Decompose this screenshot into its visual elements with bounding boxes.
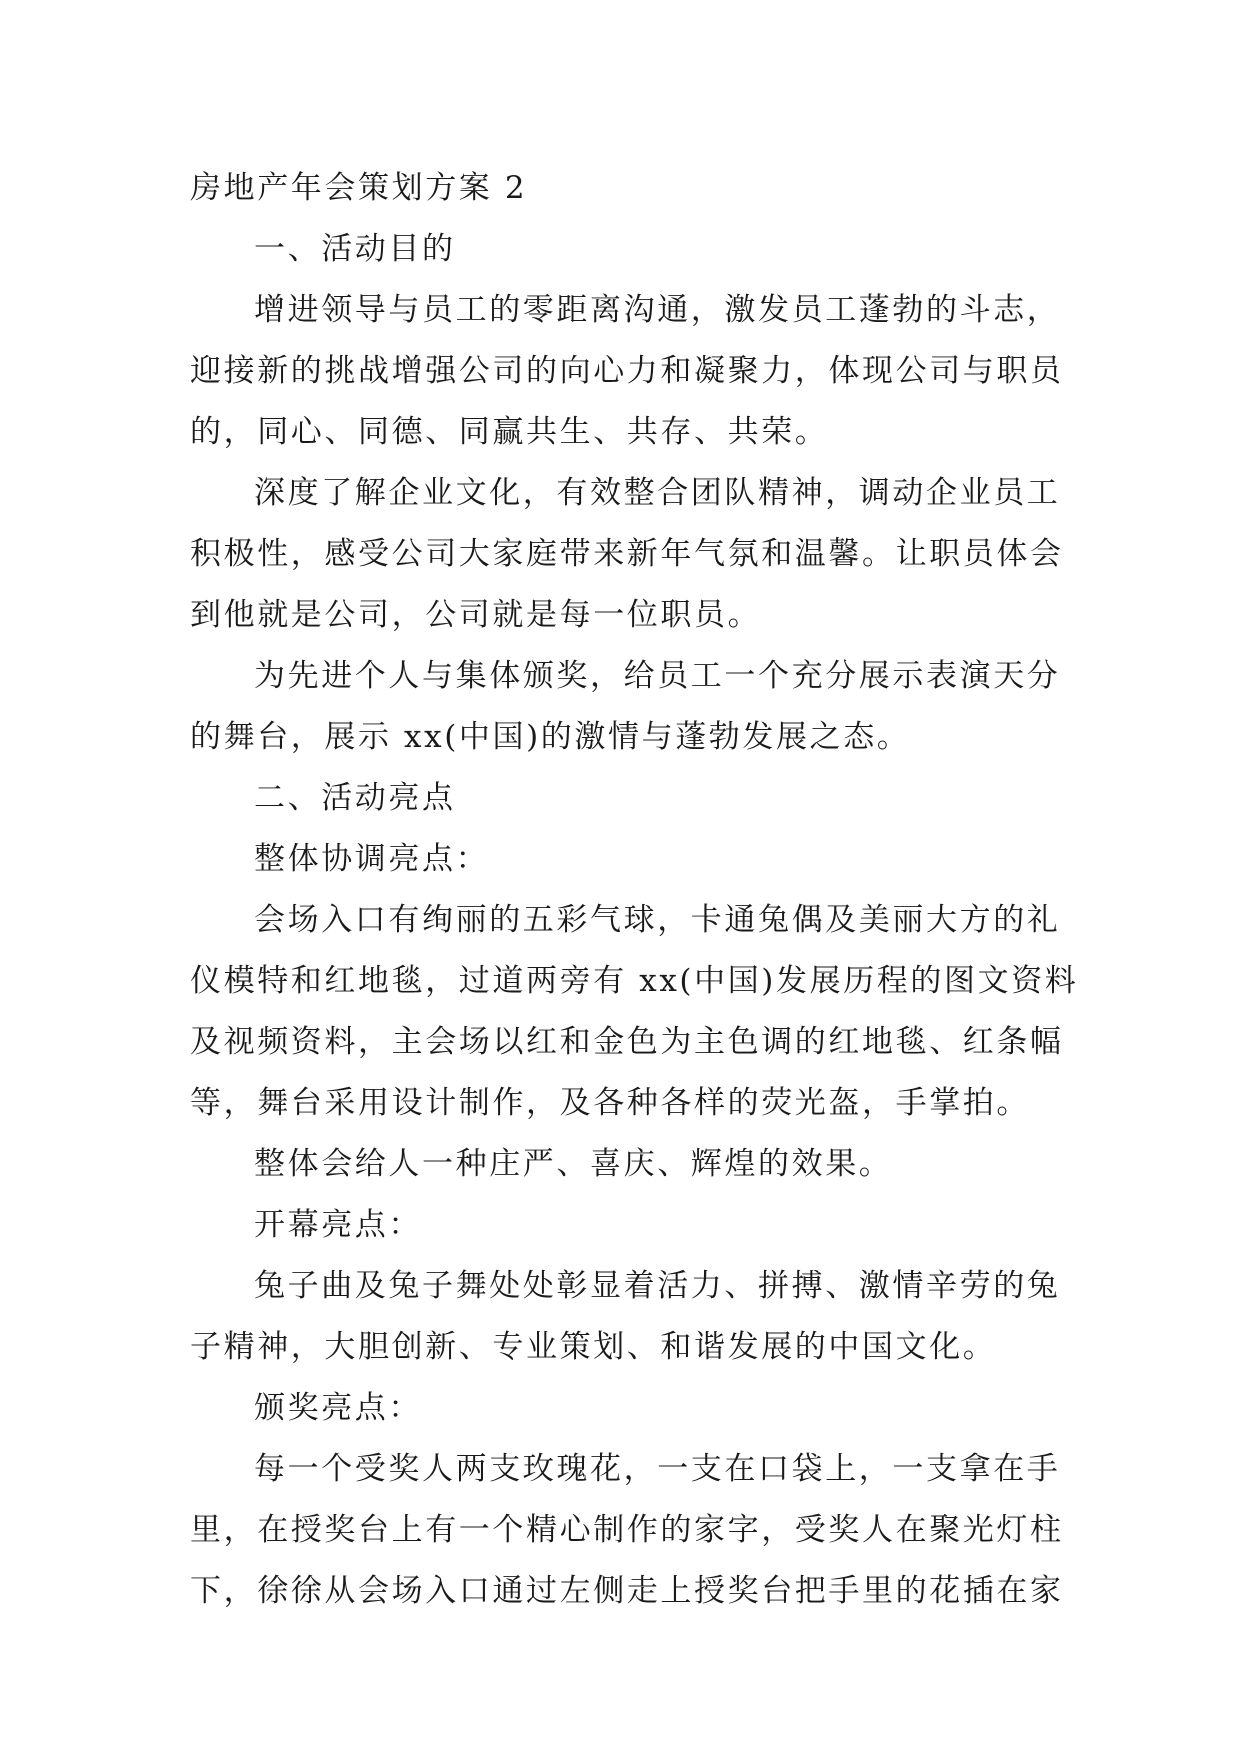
- paragraph: [190, 1134, 1070, 1195]
- paragraph-line: 整体协调亮点：: [254, 841, 490, 877]
- paragraph-line: 及视频资料，主会场以红和金色为主色调的红地毯、红条幅: [190, 1024, 1064, 1060]
- paragraph-line: 兔子曲及兔子舞处处彰显着活力、拼搏、激情辛劳的兔: [254, 1268, 1061, 1304]
- paragraph: [190, 1195, 1070, 1256]
- document-title: 房地产年会策划方案 2: [190, 170, 528, 206]
- paragraph-line: 开幕亮点：: [254, 1207, 422, 1243]
- paragraph: [190, 1439, 1070, 1622]
- paragraph-line: 下，徐徐从会场入口通过左侧走上授奖台把手里的花插在家: [190, 1573, 1064, 1609]
- paragraph-line: 深度了解企业文化，有效整合团队精神，调动企业员工: [254, 475, 1061, 511]
- paragraph-line: 每一个受奖人两支玫瑰花，一支在口袋上，一支拿在手: [254, 1451, 1061, 1487]
- paragraph: [190, 890, 1079, 1134]
- paragraph-line: 到他就是公司，公司就是每一位职员。: [190, 597, 762, 633]
- paragraph: [190, 1256, 1070, 1378]
- document-body: [190, 158, 1079, 1622]
- paragraph-line: 一、活动目的: [254, 231, 456, 267]
- paragraph-list: [190, 219, 1079, 1622]
- paragraph-line: 为先进个人与集体颁奖，给员工一个充分展示表演天分: [254, 658, 1061, 694]
- paragraph-line: 等，舞台采用设计制作，及各种各样的荧光盔，手掌拍。: [190, 1085, 1030, 1121]
- paragraph-line: 迎接新的挑战增强公司的向心力和凝聚力，体现公司与职员: [190, 353, 1064, 389]
- paragraph-line: 的舞台，展示 xx(中国)的激情与蓬勃发展之态。: [190, 719, 911, 755]
- paragraph: [190, 463, 1070, 646]
- paragraph: [190, 1378, 1070, 1439]
- paragraph: [190, 829, 1070, 890]
- paragraph: [190, 646, 1070, 768]
- paragraph: [190, 768, 1070, 829]
- paragraph-line: 的，同心、同德、同赢共生、共存、共荣。: [190, 414, 829, 450]
- paragraph-line: 仪模特和红地毯，过道两旁有 xx(中国)发展历程的图文资料: [190, 963, 1079, 999]
- paragraph-line: 里，在授奖台上有一个精心制作的家字，受奖人在聚光灯柱: [190, 1512, 1064, 1548]
- paragraph: [190, 219, 1070, 280]
- paragraph-line: 积极性，感受公司大家庭带来新年气氛和温馨。让职员体会: [190, 536, 1064, 572]
- paragraph-line: 子精神，大胆创新、专业策划、和谐发展的中国文化。: [190, 1329, 997, 1365]
- paragraph-line: 增进领导与员工的零距离沟通，激发员工蓬勃的斗志，: [254, 292, 1061, 328]
- paragraph-line: 颁奖亮点：: [254, 1390, 422, 1426]
- paragraph-line: 会场入口有绚丽的五彩气球，卡通兔偶及美丽大方的礼: [254, 902, 1061, 938]
- paragraph-line: 二、活动亮点: [254, 780, 456, 816]
- paragraph-line: 整体会给人一种庄严、喜庆、辉煌的效果。: [254, 1146, 893, 1182]
- paragraph: [190, 280, 1070, 463]
